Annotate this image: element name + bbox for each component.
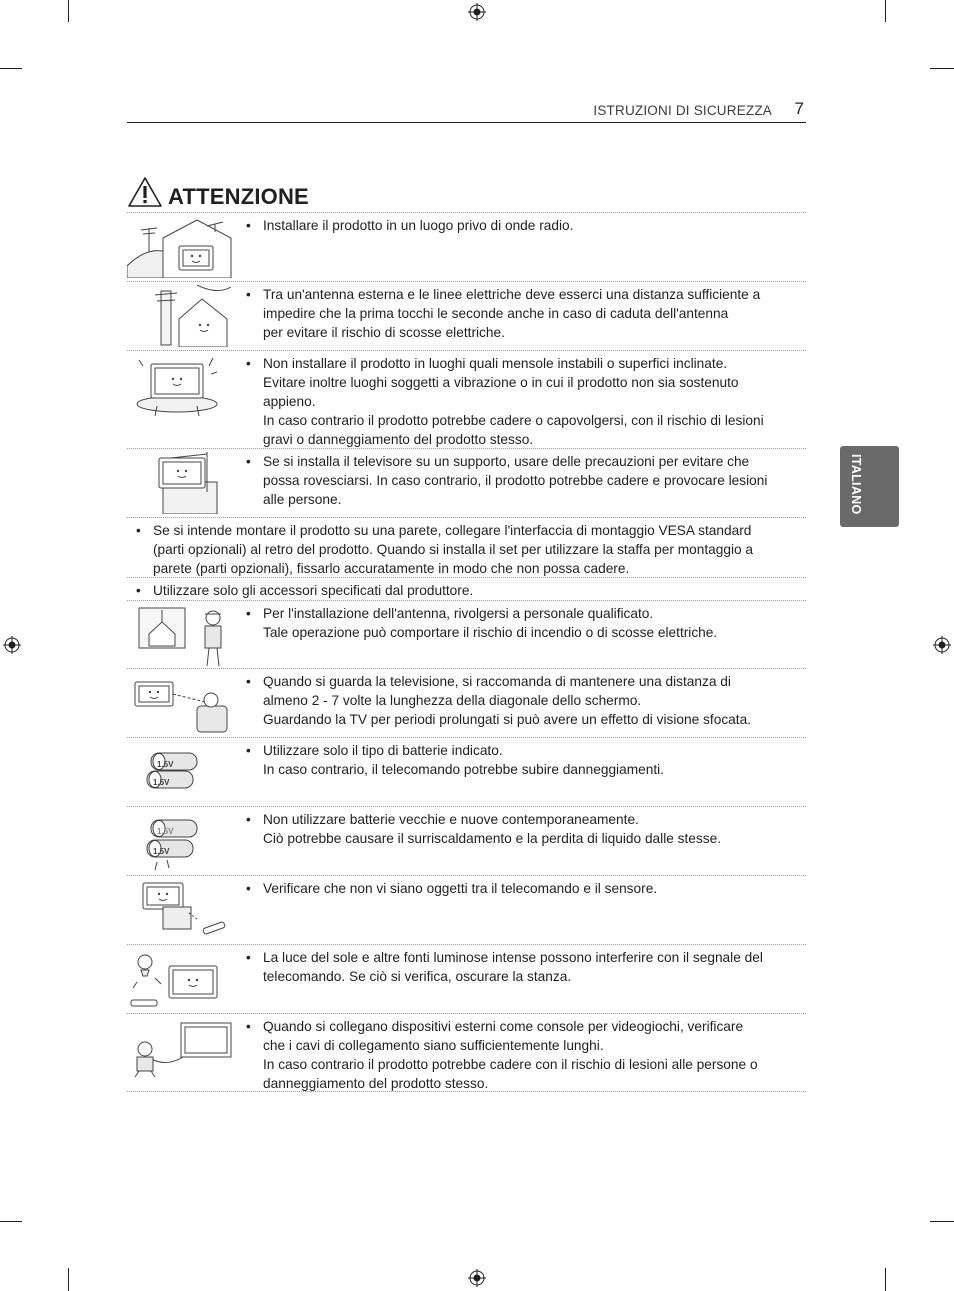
bullet: • (246, 454, 251, 469)
crop-mark (930, 1221, 954, 1222)
bullet: • (246, 287, 251, 302)
bullet: • (246, 606, 251, 621)
house-antenna-illustration (127, 216, 232, 278)
caution-text-line: per evitare il rischio di scosse elettriche. (263, 325, 505, 340)
antenna-technician-illustration (127, 604, 232, 666)
caution-text (246, 604, 798, 642)
caution-text-line: Non installare il prodotto in luoghi quali mensole instabili o superfici inclinate. (263, 356, 728, 371)
caution-text-line: Utilizzare solo il tipo di batterie indicato. (263, 743, 503, 758)
caution-item (127, 281, 806, 350)
running-header (127, 98, 806, 123)
registration-mark-icon (468, 1269, 486, 1287)
registration-mark-icon (933, 636, 951, 654)
caution-item (127, 517, 806, 577)
caution-text (246, 879, 798, 898)
language-tab (840, 446, 899, 527)
caution-text-line: Utilizzare solo gli accessori specificati dal produttore. (153, 583, 474, 598)
caution-text (246, 810, 798, 848)
bullet: • (246, 1019, 251, 1034)
caution-text-line: Se si intende montare il prodotto su una parete, collegare l'interfaccia di montaggio VESA standard (153, 523, 752, 538)
caution-text-line: Tra un'antenna esterna e le linee elettriche deve esserci una distanza sufficiente a (263, 287, 761, 302)
caution-text-line: (parti opzionali) al retro del prodotto. Quando si installa il set per utilizzare la staffa per montaggio a (153, 542, 754, 557)
caution-text-line: Ciò potrebbe causare il surriscaldamento e la perdita di liquido dalle stesse. (263, 831, 722, 846)
caution-text (246, 354, 798, 449)
batteries-illustration (127, 741, 232, 803)
remote-obstacle-illustration (127, 879, 232, 941)
caution-text-line: parete (parti opzionali), fissarlo accuratamente in modo che non possa cadere. (153, 561, 630, 576)
caution-text (246, 216, 798, 235)
svg-text:1.5V: 1.5V (157, 827, 174, 836)
bullet: • (246, 812, 251, 827)
caution-item (127, 806, 806, 875)
caution-text-line: Non utilizzare batterie vecchie e nuove contemporaneamente. (263, 812, 639, 827)
caution-text (136, 521, 798, 578)
svg-text:1.5V: 1.5V (153, 778, 170, 787)
caution-text-line: alle persone. (263, 492, 342, 507)
tv-stand-illustration (127, 452, 232, 514)
bullet: • (246, 881, 251, 896)
caution-item (127, 600, 806, 668)
caution-text-line: Tale operazione può comportare il rischio di incendio o di scosse elettriche. (263, 625, 718, 640)
crop-mark (885, 1268, 886, 1291)
viewing-distance-illustration (127, 672, 232, 734)
caution-text (246, 452, 798, 509)
caution-text-line: impedire che la prima tocchi le seconde anche in caso di caduta dell'antenna (263, 306, 729, 321)
crop-mark (68, 1268, 69, 1291)
caution-text-line: Evitare inoltre luoghi soggetti a vibrazione o in cui il prodotto non sia sostenuto (263, 375, 739, 390)
caution-text-line: telecomando. Se ciò si verifica, oscurare la stanza. (263, 969, 572, 984)
crop-mark (930, 68, 954, 69)
caution-text-line: che i cavi di collegamento siano sufficientemente lunghi. (263, 1038, 604, 1053)
crop-mark (885, 0, 886, 22)
caution-text-line: Se si installa il televisore su un supporto, usare delle precauzioni per evitare che (263, 454, 750, 469)
bullet: • (136, 523, 141, 538)
caution-text-line: In caso contrario il prodotto potrebbe cadere o capovolgersi, con il rischio di lesioni (263, 413, 764, 428)
crop-mark (0, 1221, 22, 1222)
caution-item (127, 577, 806, 600)
caution-text-line: Installare il prodotto in un luogo privo di onde radio. (263, 218, 574, 233)
caution-text (136, 581, 798, 600)
caution-text-line: Per l'installazione dell'antenna, rivolgersi a personale qualificato. (263, 606, 654, 621)
section-heading: ATTENZIONE (168, 184, 309, 209)
caution-text (246, 672, 798, 729)
caution-text-line: Quando si collegano dispositivi esterni come console per videogiochi, verificare (263, 1019, 744, 1034)
caution-text-line: Quando si guarda la televisione, si raccomanda di mantenere una distanza di (263, 674, 731, 689)
caution-text-line: appieno. (263, 394, 316, 409)
caution-item (127, 737, 806, 806)
registration-mark-icon (3, 636, 21, 654)
caution-item (127, 1013, 806, 1092)
caution-text-line: Verificare che non vi siano oggetti tra il telecomando e il sensore. (263, 881, 658, 896)
caution-text-line: La luce del sole e altre fonti luminose intense possono interferire con il segnale del (263, 950, 763, 965)
caution-item (127, 944, 806, 1013)
bullet: • (246, 356, 251, 371)
caution-text-line: almeno 2 - 7 volte la lunghezza della diagonale dello schermo. (263, 693, 642, 708)
caution-text-line: possa rovesciarsi. In caso contrario, il prodotto potrebbe cadere e provocare lesioni (263, 473, 768, 488)
caution-list (127, 212, 806, 1092)
bullet: • (246, 674, 251, 689)
section-title: ISTRUZIONI DI SICUREZZA (593, 103, 772, 118)
caution-text-line: danneggiamento del prodotto stesso. (263, 1076, 489, 1091)
caution-item (127, 875, 806, 944)
caution-text-line: gravi o danneggiamento del prodotto stesso. (263, 432, 534, 447)
caution-item (127, 448, 806, 517)
svg-text:1.5V: 1.5V (157, 760, 174, 769)
unstable-tv-illustration (127, 354, 232, 416)
sunlight-interference-illustration (127, 948, 232, 1010)
caution-item (127, 212, 806, 281)
bullet: • (246, 218, 251, 233)
outdoor-antenna-illustration (127, 285, 232, 347)
page-number: 7 (794, 99, 804, 118)
old-new-batteries-illustration (127, 810, 232, 872)
cable-length-illustration (127, 1017, 232, 1079)
caution-item (127, 668, 806, 737)
caution-text-line: In caso contrario, il telecomando potrebbe subire danneggiamenti. (263, 762, 664, 777)
language-tab-label: ITALIANO (849, 454, 863, 515)
svg-text:1.5V: 1.5V (153, 847, 170, 856)
bullet: • (246, 950, 251, 965)
crop-mark (68, 0, 69, 22)
caution-item (127, 350, 806, 448)
caution-text (246, 1017, 798, 1093)
caution-text (246, 741, 798, 779)
crop-mark (0, 68, 22, 69)
caution-text-line: Guardando la TV per periodi prolungati si può avere un effetto di visione sfocata. (263, 712, 751, 727)
caution-text-line: In caso contrario il prodotto potrebbe cadere con il rischio di lesioni alle persone o (263, 1057, 758, 1072)
warning-triangle-icon (127, 176, 163, 208)
bullet: • (136, 583, 141, 598)
caution-text (246, 285, 798, 342)
caution-text (246, 948, 798, 986)
registration-mark-icon (468, 3, 486, 21)
bullet: • (246, 743, 251, 758)
